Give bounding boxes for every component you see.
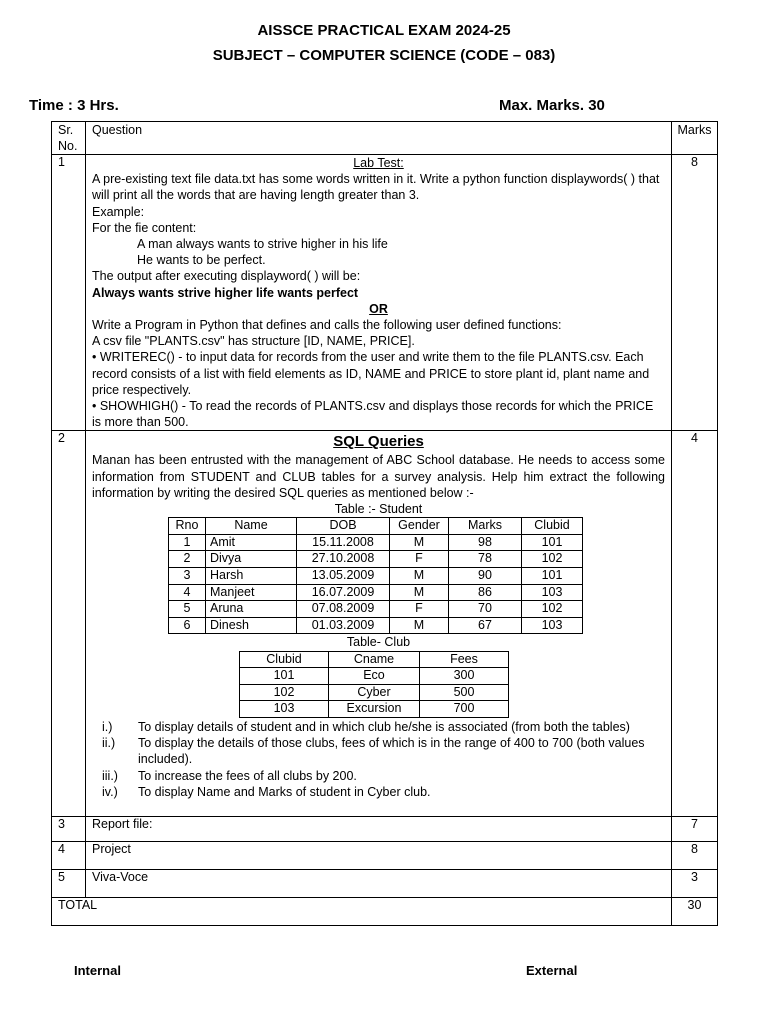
question-1-body — [86, 155, 672, 431]
clubid-cell: 101 — [522, 568, 583, 585]
sql-queries-heading: SQL Queries — [333, 433, 424, 451]
name-cell: Harsh — [206, 568, 297, 585]
list-item-text: To display details of student and in which club he/she is associated (from both the tables) — [138, 720, 630, 734]
list-item — [92, 768, 665, 784]
name-cell: Amit — [206, 534, 297, 551]
report-file-label: Report file: — [86, 817, 672, 842]
header-sr-no: Sr. No. — [52, 122, 86, 155]
list-item-text: To display Name and Marks of student in Cyber club. — [138, 784, 431, 799]
col-header: Cname — [329, 651, 420, 668]
total-marks: 30 — [672, 898, 718, 926]
club-table-caption: Table- Club — [346, 635, 411, 650]
header-marks: Marks — [672, 122, 718, 155]
table-row — [169, 617, 583, 634]
question-marks: 7 — [672, 817, 718, 842]
q1-alt-intro: Write a Program in Python that defines and calls the following user defined functions: — [92, 318, 562, 333]
table-header-row — [52, 122, 718, 155]
rno-cell: 3 — [169, 568, 206, 585]
exam-title: AISSCE PRACTICAL EXAM 2024-25 — [257, 22, 511, 39]
question-row-3 — [52, 817, 718, 842]
question-2-body — [86, 431, 672, 817]
gender-cell: M — [390, 568, 449, 585]
header-question: Question — [86, 122, 672, 155]
total-row — [52, 898, 718, 926]
q1-alt-structure: A csv file "PLANTS.csv" has structure [ID, NAME, PRICE]. — [92, 334, 415, 349]
gender-cell: M — [390, 584, 449, 601]
fees-cell: 500 — [420, 684, 509, 701]
col-header: Rno — [169, 518, 206, 535]
clubid-cell: 102 — [522, 551, 583, 568]
col-header: Name — [206, 518, 297, 535]
q1-example-label: Example: — [92, 204, 145, 219]
internal-signature-label: Internal — [74, 963, 121, 978]
list-item — [92, 719, 665, 735]
q1-output: Always wants strive higher life wants perfect — [92, 285, 359, 300]
table-row — [240, 668, 509, 685]
col-header: DOB — [297, 518, 390, 535]
q1-text: A pre-existing text file data.txt has some words written in it. Write a python function displaywords( ) that will print all the words that are having length greater than 3. — [92, 172, 660, 203]
table-row — [240, 684, 509, 701]
marks-cell: 86 — [449, 584, 522, 601]
list-item — [92, 784, 665, 800]
clubid-cell: 103 — [522, 617, 583, 634]
col-header: Clubid — [522, 518, 583, 535]
clubid-cell: 101 — [522, 534, 583, 551]
student-table-caption: Table :- Student — [334, 502, 423, 517]
question-number: 2 — [52, 431, 86, 817]
club-table — [239, 651, 509, 718]
question-table — [51, 121, 718, 926]
name-cell: Aruna — [206, 601, 297, 618]
rno-cell: 1 — [169, 534, 206, 551]
q1-output-label: The output after executing displayword( ) will be: — [92, 269, 361, 284]
marks-cell: 90 — [449, 568, 522, 585]
table-row — [169, 601, 583, 618]
dob-cell: 07.08.2009 — [297, 601, 390, 618]
question-row-2 — [52, 431, 718, 817]
list-item-number: iii.) — [102, 768, 118, 783]
question-number: 5 — [52, 870, 86, 898]
viva-voce-label: Viva-Voce — [86, 870, 672, 898]
q1-content-line-1: A man always wants to strive higher in his life — [137, 237, 388, 252]
marks-cell: 78 — [449, 551, 522, 568]
cname-cell: Eco — [329, 668, 420, 685]
dob-cell: 27.10.2008 — [297, 551, 390, 568]
project-label: Project — [86, 842, 672, 870]
q2-intro: Manan has been entrusted with the management of ABC School database. He needs to access some information from STUDENT and CLUB tables for a survey analysis. Help him extract the following information by writing the desired SQL queries as mentioned below :- — [92, 453, 665, 500]
cname-cell: Excursion — [329, 701, 420, 718]
sql-query-list — [92, 719, 665, 800]
dob-cell: 01.03.2009 — [297, 617, 390, 634]
clubid-cell: 103 — [522, 584, 583, 601]
fees-cell: 700 — [420, 701, 509, 718]
fees-cell: 300 — [420, 668, 509, 685]
col-header: Gender — [390, 518, 449, 535]
q1-alt-writerec: • WRITEREC() - to input data for records from the user and write them to the file PLANTS.csv. Each record consists of a list with field elements as ID, NAME and PRICE to store plant id, plant name and price respectively. — [92, 350, 650, 397]
table-row — [169, 534, 583, 551]
clubid-cell: 101 — [240, 668, 329, 685]
name-cell: Manjeet — [206, 584, 297, 601]
col-header: Marks — [449, 518, 522, 535]
gender-cell: F — [390, 601, 449, 618]
clubid-cell: 102 — [522, 601, 583, 618]
dob-cell: 13.05.2009 — [297, 568, 390, 585]
name-cell: Divya — [206, 551, 297, 568]
dob-cell: 16.07.2009 — [297, 584, 390, 601]
q1-alt-showhigh: • SHOWHIGH() - To read the records of PLANTS.csv and displays those records for which the PRICE is more than 500. — [92, 399, 654, 430]
clubid-cell: 103 — [240, 701, 329, 718]
lab-test-heading: Lab Test: — [353, 156, 404, 170]
marks-cell: 67 — [449, 617, 522, 634]
question-marks: 8 — [672, 155, 718, 431]
question-row-1 — [52, 155, 718, 431]
student-header-row — [169, 518, 583, 535]
col-header: Fees — [420, 651, 509, 668]
list-item-number: ii.) — [102, 736, 116, 751]
rno-cell: 5 — [169, 601, 206, 618]
q1-file-content-label: For the fie content: — [92, 220, 197, 235]
question-marks: 8 — [672, 842, 718, 870]
col-header: Clubid — [240, 651, 329, 668]
q1-content-line-2: He wants to be perfect. — [137, 253, 266, 268]
list-item — [92, 735, 665, 767]
name-cell: Dinesh — [206, 617, 297, 634]
question-row-5 — [52, 870, 718, 898]
table-row — [169, 584, 583, 601]
or-separator: OR — [369, 301, 388, 316]
marks-cell: 70 — [449, 601, 522, 618]
subject-title: SUBJECT – COMPUTER SCIENCE (CODE – 083) — [212, 47, 556, 64]
question-row-4 — [52, 842, 718, 870]
time-label: Time : 3 Hrs. — [29, 97, 119, 114]
rno-cell: 6 — [169, 617, 206, 634]
question-number: 4 — [52, 842, 86, 870]
question-marks: 3 — [672, 870, 718, 898]
clubid-cell: 102 — [240, 684, 329, 701]
question-number: 3 — [52, 817, 86, 842]
gender-cell: F — [390, 551, 449, 568]
gender-cell: M — [390, 534, 449, 551]
list-item-text: To display the details of those clubs, fees of which is in the range of 400 to 700 (both values included). — [138, 736, 645, 767]
question-number: 1 — [52, 155, 86, 431]
table-row — [240, 701, 509, 718]
dob-cell: 15.11.2008 — [297, 534, 390, 551]
max-marks-label: Max. Marks. 30 — [499, 97, 605, 114]
table-row — [169, 551, 583, 568]
list-item-text: To increase the fees of all clubs by 200. — [138, 768, 357, 783]
rno-cell: 2 — [169, 551, 206, 568]
rno-cell: 4 — [169, 584, 206, 601]
club-header-row — [240, 651, 509, 668]
gender-cell: M — [390, 617, 449, 634]
list-item-number: iv.) — [102, 784, 118, 799]
external-signature-label: External — [526, 963, 578, 978]
cname-cell: Cyber — [329, 684, 420, 701]
total-label: TOTAL — [52, 898, 672, 926]
table-row — [169, 568, 583, 585]
list-item-number: i.) — [102, 720, 113, 734]
student-table — [168, 517, 583, 634]
question-marks: 4 — [672, 431, 718, 817]
marks-cell: 98 — [449, 534, 522, 551]
